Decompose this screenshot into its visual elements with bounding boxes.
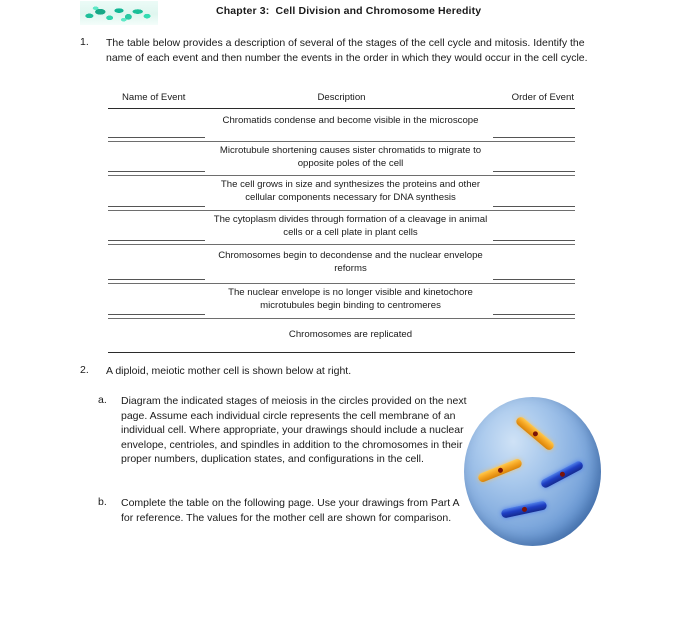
- row-description: Chromatids condense and become visible in the microscope: [222, 115, 479, 126]
- order-of-event-blank[interactable]: [493, 171, 575, 172]
- name-of-event-blank[interactable]: [108, 240, 205, 241]
- part-b-text: Complete the table on the following page. Use your drawings from Part A for reference. The values for the mother cell are shown for comparison.: [121, 497, 459, 524]
- question-1: [80, 36, 605, 66]
- row-description: Chromosomes are replicated: [288, 329, 413, 340]
- diploid-meiotic-mother-cell-figure: [464, 397, 601, 546]
- row-description: The nuclear envelope is no longer visible and kinetochore microtubules begin binding to centromeres: [228, 287, 473, 311]
- name-of-event-blank[interactable]: [108, 137, 205, 138]
- order-of-event-blank[interactable]: [493, 137, 575, 138]
- table-row: [108, 319, 575, 353]
- order-of-event-blank[interactable]: [493, 279, 575, 280]
- row-description: The cytoplasm divides through formation of a cleavage in animal cells or a cell plate in plant cells: [213, 214, 488, 238]
- table-row: [108, 109, 575, 142]
- name-of-event-blank[interactable]: [108, 314, 205, 315]
- question-2-text: A diploid, meiotic mother cell is shown below at right.: [106, 365, 352, 377]
- question-2-part-b: [98, 496, 468, 525]
- table-row: [108, 284, 575, 319]
- column-header-description: Description: [317, 92, 366, 103]
- name-of-event-blank[interactable]: [108, 171, 205, 172]
- page-header: [0, 0, 690, 30]
- table-row: [108, 245, 575, 284]
- question-1-text: The table below provides a description of several of the stages of the cell cycle and mitosis. Identify the name of each event and then number the events in the order in which they would occur in the cell cycle.: [106, 37, 588, 65]
- order-of-event-blank[interactable]: [493, 314, 575, 315]
- order-of-event-blank[interactable]: [493, 240, 575, 241]
- row-description: Chromosomes begin to decondense and the nuclear envelope reforms: [218, 250, 483, 274]
- row-description: The cell grows in size and synthesizes the proteins and other cellular components necessary for DNA synthesis: [220, 179, 481, 203]
- question-2: [80, 364, 510, 379]
- table-row: [108, 211, 575, 245]
- name-of-event-blank[interactable]: [108, 279, 205, 280]
- chromosome-spread-image: [80, 1, 158, 25]
- name-of-event-blank[interactable]: [108, 206, 205, 207]
- table-row: [108, 142, 575, 176]
- part-a-text: Diagram the indicated stages of meiosis in the circles provided on the next page. Assume each individual circle represents the cell membrane of an individual cell. Where appropriate, your drawings should include a nuclear envelope, centrioles, and spindles in addition to the chromosomes in their proper numbers, duplication states, and configurations in the cell.: [121, 395, 467, 466]
- question-1-number: 1.: [80, 36, 89, 48]
- column-header-order-of-event: Order of Event: [511, 92, 574, 103]
- question-2-number: 2.: [80, 364, 89, 376]
- table-header-row: [108, 90, 575, 109]
- column-header-name-of-event: Name of Event: [122, 92, 186, 103]
- part-a-letter: a.: [98, 394, 107, 406]
- cell-cycle-events-table: [108, 90, 575, 353]
- order-of-event-blank[interactable]: [493, 206, 575, 207]
- table-row: [108, 176, 575, 211]
- page-title: Chapter 3: Cell Division and Chromosome Heredity: [216, 5, 482, 17]
- question-2-part-a: [98, 394, 468, 467]
- part-b-letter: b.: [98, 496, 107, 508]
- row-description: Microtubule shortening causes sister chromatids to migrate to opposite poles of the cell: [219, 145, 482, 169]
